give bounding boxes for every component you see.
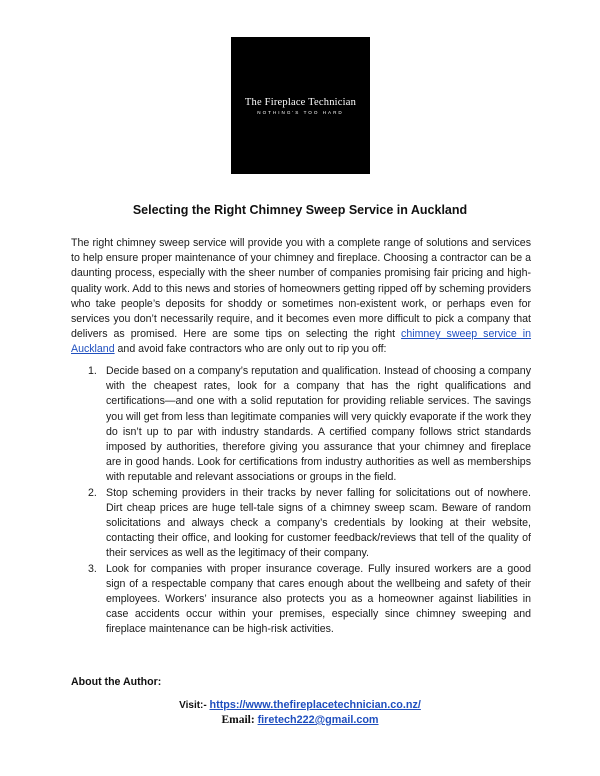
about-author-heading: About the Author: bbox=[71, 676, 162, 688]
visit-line bbox=[0, 699, 600, 711]
document-title: Selecting the Right Chimney Sweep Service in Auckland bbox=[132, 203, 468, 217]
list-item-text: Decide based on a company’s reputation and qualification. Instead of choosing a company with the cheapest rates, look for a company that has the right qualifications and certifications—and one with a solid reputation for providing reliable services. The savings you will get from less than legitimate companies will very quickly evaporate if the work they do isn’t up to par with industry standards. A certified company follows strict standards imposed by authorities, therefore giving you assurance that your chimney and fireplace are in good hands. Look for certifications from industry authorities as well as memberships with reputable and relevant associations or groups in the field. bbox=[106, 365, 531, 484]
company-logo bbox=[231, 37, 370, 174]
intro-text-start: The right chimney sweep service will provide you with a complete range of solutions and services to help ensure proper maintenance of your chimney and fireplace. Choosing a contractor can be a daunting process, especially with the sheer number of companies promising fair pricing and high-quality work. Add to this news and stories of homeowners getting ripped off by scheming providers who take people’s deposits for shoddy or sometimes non-existent work, or perhaps even for services you don’t necessarily require, and it becomes even more difficult to pick a company that delivers as promised. Here are some tips on selecting the right bbox=[71, 237, 531, 341]
website-link[interactable]: https://www.thefireplacetechnician.co.nz/ bbox=[209, 699, 421, 711]
list-item-number: 2. bbox=[88, 486, 97, 499]
intro-paragraph bbox=[71, 236, 531, 358]
list-item-text: Stop scheming providers in their tracks by never falling for solicitations out of nowhere. Dirt cheap prices are huge tell-tale signs of a chimney sweep scam. Beware of random solicitations and always check a company’s credentials by looking at their website, contacting their office, and looking for customer feedback/reviews that tell of the quality of their services as well as the legitimacy of their company. bbox=[106, 486, 531, 560]
list-item-number: 3. bbox=[88, 562, 97, 575]
list-item-text: Look for companies with proper insurance coverage. Fully insured workers are a good sign of a respectable company that cares enough about the wellbeing and safety of their employees. Workers’ insurance also protects you as a homeowner against liabilities in case accidents occur within your premises, especially since chimney sweeping and fireplace maintenance can be high-risk activities. bbox=[106, 562, 531, 636]
email-separator: : bbox=[250, 714, 258, 726]
email-line bbox=[0, 714, 600, 726]
tips-list bbox=[71, 364, 531, 638]
email-label: Email bbox=[221, 714, 251, 726]
logo-title: The Fireplace Technician bbox=[244, 96, 357, 108]
list-item-number: 1. bbox=[88, 365, 97, 377]
list-item bbox=[71, 364, 531, 486]
logo-tagline: NOTHING'S TOO HARD bbox=[257, 109, 344, 115]
intro-text-end: and avoid fake contractors who are only out to rip you off: bbox=[114, 343, 387, 356]
visit-label: Visit:- bbox=[179, 700, 210, 711]
chimney-sweep-link[interactable]: chimney sweep service in Auckland bbox=[71, 328, 531, 356]
list-item bbox=[71, 562, 531, 638]
list-item bbox=[71, 486, 531, 562]
email-link[interactable]: firetech222@gmail.com bbox=[257, 714, 379, 726]
